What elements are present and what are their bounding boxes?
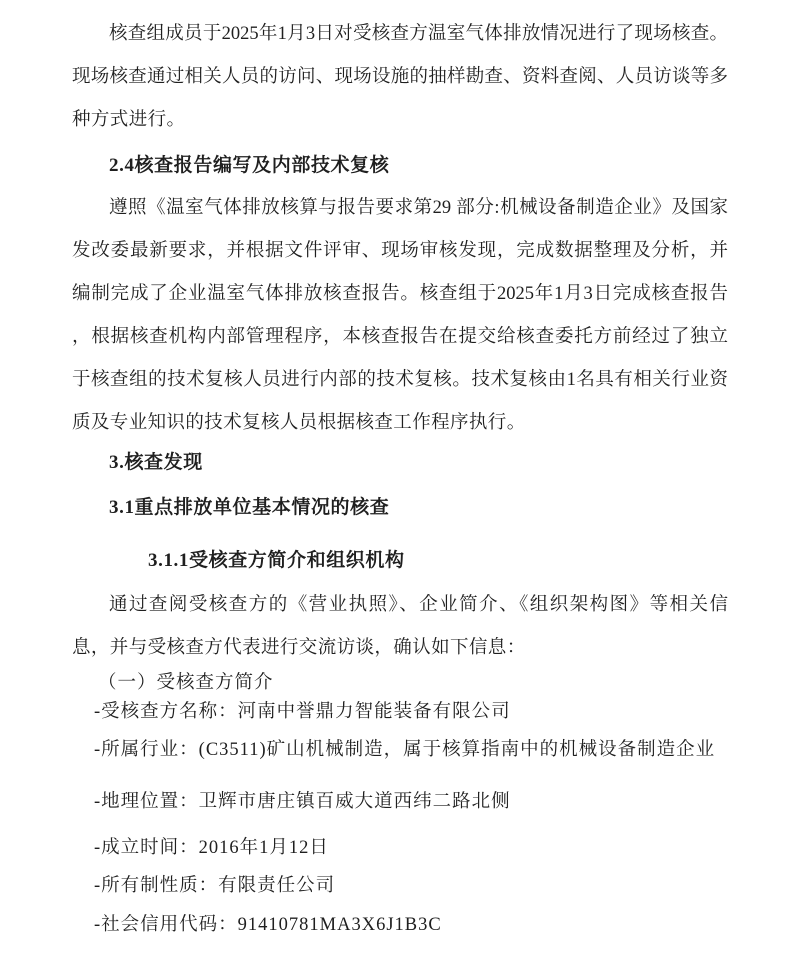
para-report-line-3: 编制完成了企业温室气体排放核查报告。核查组于2025年1月3日完成核查报告 xyxy=(72,284,728,304)
para-report-line-1: 遵照《温室气体排放核算与报告要求第29 部分:机械设备制造企业》及国家 xyxy=(109,198,728,218)
para-report-line-2: 发改委最新要求，并根据文件评审、现场审核发现，完成数据整理及分析，并 xyxy=(72,241,728,261)
para-report-line-6: 质及专业知识的技术复核人员根据核查工作程序执行。 xyxy=(72,413,526,433)
heading-2-4: 2.4核查报告编写及内部技术复核 xyxy=(109,155,390,176)
para-report-line-4: ，根据核查机构内部管理程序，本核查报告在提交给核查委托方前经过了独立 xyxy=(72,327,728,347)
company-item-ownership: -所有制性质：有限责任公司 xyxy=(94,876,336,896)
company-item-credit-code: -社会信用代码：91410781MA3X6J1B3C xyxy=(94,915,442,935)
company-item-location: -地理位置：卫辉市唐庄镇百威大道西纬二路北侧 xyxy=(94,792,511,812)
company-item-name: -受核查方名称：河南中誉鼎力智能装备有限公司 xyxy=(94,702,511,722)
para-site-visit-line-2: 现场核查通过相关人员的访问、现场设施的抽样勘查、资料查阅、人员访谈等多 xyxy=(72,67,728,87)
para-review-line-2: 息，并与受核查方代表进行交流访谈，确认如下信息： xyxy=(72,638,526,658)
company-item-founded: -成立时间：2016年1月12日 xyxy=(94,838,329,858)
heading-3: 3.核查发现 xyxy=(109,452,203,473)
para-site-visit-line-1: 核查组成员于2025年1月3日对受核查方温室气体排放情况进行了现场核查。 xyxy=(109,24,728,44)
para-report-line-5: 于核查组的技术复核人员进行内部的技术复核。技术复核由1名具有相关行业资 xyxy=(72,370,728,390)
heading-3-1-1: 3.1.1受核查方简介和组织机构 xyxy=(148,550,405,571)
para-site-visit-line-3: 种方式进行。 xyxy=(72,110,186,130)
company-item-industry: -所属行业：(C3511)矿山机械制造，属于核算指南中的机械设备制造企业 xyxy=(94,740,716,760)
heading-3-1: 3.1重点排放单位基本情况的核查 xyxy=(109,497,390,518)
list-intro-company-profile: （一）受核查方简介 xyxy=(98,673,274,693)
para-review-line-1: 通过查阅受核查方的《营业执照》、企业简介、《组织架构图》等相关信 xyxy=(109,595,728,615)
